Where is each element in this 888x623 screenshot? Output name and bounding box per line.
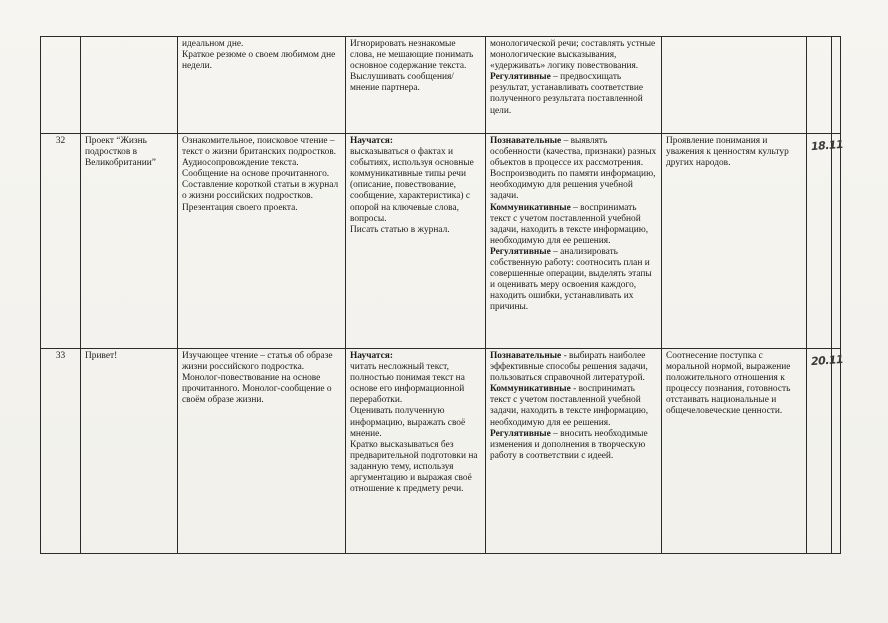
subject-line: Игнорировать незнакомые слова, не мешающие понимать основное содержание текста. [350, 39, 474, 72]
subject-results [346, 134, 486, 349]
subject-line: читать несложный текст, полностью понимая текст на основе его информационной переработки. [350, 362, 465, 406]
uud-head: Регулятивные [490, 428, 551, 439]
personal-results: Проявление понимания и уважения к ценностям культур других народов. [662, 134, 807, 349]
lesson-number: 33 [41, 349, 81, 554]
subject-line: Кратко высказываться без предварительной подготовки на заданную тему, используя аргументацию и выражая своё отношение к предмету речи. [350, 439, 478, 495]
subject-line: Писать статью в журнал. [350, 224, 450, 235]
uud-text: – воспринимать текст с учетом поставленной учебной задачи, находить в тексте информацию, необходимую для ее решения. [490, 202, 649, 246]
content-line: идеальном дне. [182, 39, 244, 49]
personal-results: Соотнесение поступка с моральной нормой, выражение положительного отношения к процессу познания, готовность отстаивать национальные и общечеловеческие ценности. [662, 349, 807, 554]
lesson-topic: Привет! [81, 349, 178, 554]
uud-text: - выбирать наиболее эффективные способы решения задачи, пользоваться справочной литературой. [490, 351, 648, 384]
content-line: Сообщение на основе прочитанного. [182, 169, 330, 180]
empty-cell [832, 134, 841, 349]
content-line: Ознакомительное, поисковое чтение – текст о жизни британских подростков. [182, 136, 337, 158]
uud-text: – выявлять особенности (качества, признаки) разных объектов в процессе их рассмотрения. Воспроизводить по памяти информацию, необходимую для решения учебной задачи. [490, 136, 657, 202]
uud-results [486, 37, 662, 134]
subject-line: высказываться о фактах и событиях, используя основные коммуникативные типы речи (описание, повествование, сообщение, характеристика) с опорой на ключевые слова, вопросы. [350, 147, 474, 224]
subject-head: Научатся: [350, 136, 393, 146]
subject-line: Выслушивать сообщения/мнение партнера. [350, 72, 454, 94]
lesson-number: 32 [41, 134, 81, 349]
uud-text: – предвосхищать результат, устанавливать соответствие полученного результата поставленной цели. [490, 72, 643, 116]
uud-text: – вносить необходимые изменения и дополнения в творческую работу в соответствии с идеей. [490, 428, 648, 461]
lesson-plan-table [40, 36, 844, 554]
uud-head: Коммуникативные [490, 202, 571, 213]
personal-results [662, 37, 807, 134]
uud-results [486, 349, 662, 554]
content-line: Презентация своего проекта. [182, 202, 298, 213]
date-cell [807, 37, 832, 134]
uud-text: – анализировать собственную работу: соотносить план и совершенные операции, выделять этапы и оценивать меру освоения каждого, находить ошибки, устанавливать их причины. [490, 246, 652, 313]
subject-head: Научатся: [350, 351, 393, 361]
table-row [41, 37, 841, 134]
content-line: Краткое резюме о своем любимом дне недели. [182, 50, 336, 72]
subject-results [346, 349, 486, 554]
lesson-content [178, 134, 346, 349]
subject-results [346, 37, 486, 134]
table-row [41, 134, 841, 349]
date-cell [807, 134, 844, 349]
empty-cell [832, 37, 841, 134]
uud-head: Регулятивные [490, 246, 551, 257]
uud-head: Регулятивные [490, 72, 551, 83]
uud-head: Познавательные [490, 136, 562, 146]
lesson-content [178, 349, 346, 554]
subject-line: Оценивать полученную информацию, выражать своё мнение. [350, 406, 466, 439]
uud-text: - воспринимать текст с учетом поставленной учебной задачи, находить в тексте информацию, необходимую для ее решения. [490, 384, 649, 428]
lesson-number [41, 37, 81, 134]
content-line: Аудиосопровождение текста. [182, 158, 299, 169]
uud-results [486, 134, 662, 349]
uud-head: Коммуникативные [490, 384, 571, 395]
date-cell [807, 349, 844, 554]
lesson-topic [81, 37, 178, 134]
lesson-content [178, 37, 346, 134]
content-line: Составление короткой статьи в журнал о жизни российских подростков. [182, 180, 339, 202]
date-handwritten: 18.11 [810, 137, 844, 154]
uud-head: Познавательные [490, 351, 562, 361]
lesson-topic: Проект “Жизнь подростков в Великобритании” [81, 134, 178, 349]
uud-text: монологической речи; составлять устные монологические высказывания, «удерживать» логику повествования. [490, 39, 656, 72]
empty-cell [832, 349, 841, 554]
date-handwritten: 20.11 [810, 352, 844, 369]
table-row [41, 349, 841, 554]
content-line: Изучающее чтение – статья об образе жизни российского подростка. Монолог-повествование на основе прочитанного. Монолог-сообщение о своём образе жизни. [182, 351, 333, 406]
